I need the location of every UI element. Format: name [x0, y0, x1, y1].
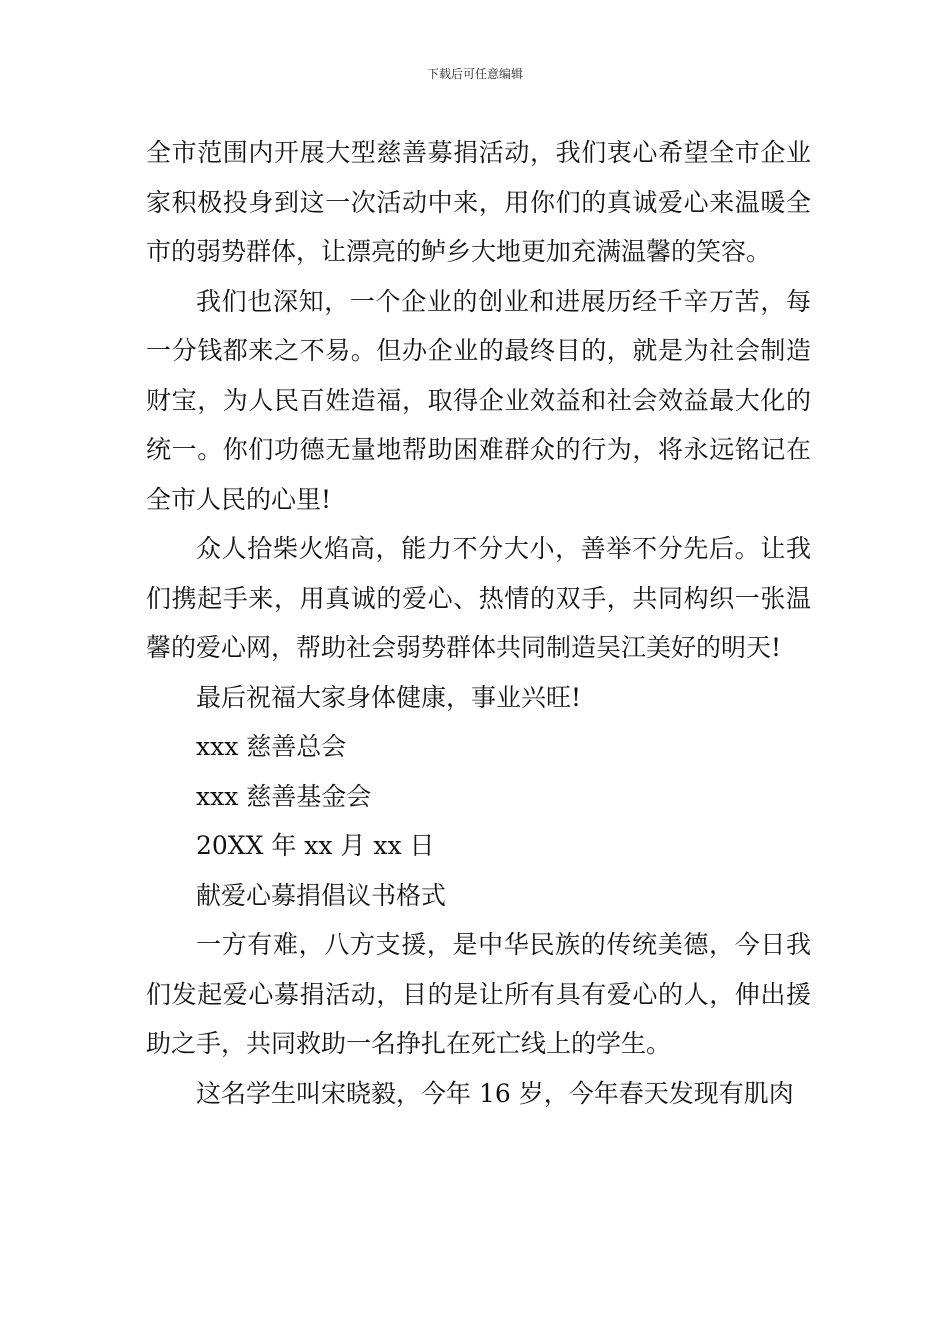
paragraph-continuation: 全市范围内开展大型慈善募捐活动，我们衷心希望全市企业家积极投身到这一次活动中来，用你们的真诚爱心来温暖全市的弱势群体，让漂亮的鲈乡大地更加充满温馨的笑容。: [146, 138, 811, 266]
section-title: 献爱心募捐倡议书格式: [196, 880, 447, 910]
paragraph: 一方有难，八方支援，是中华民族的传统美德，今日我们发起爱心募捐活动，目的是让所有具有爱心的人，伸出援助之手，共同救助一名挣扎在死亡线上的学生。: [146, 930, 811, 1058]
signature-line: xxx 慈善总会: [196, 732, 347, 761]
paragraph: 这名学生叫宋晓毅，今年 16 岁，今年春天发现有肌肉: [196, 1078, 794, 1108]
paragraph: 众人拾柴火焰高，能力不分大小，善举不分先后。让我们携起手来，用真诚的爱心、热情的双手，共同构织一张温馨的爱心网，帮助社会弱势群体共同制造吴江美好的明天!: [146, 534, 811, 662]
signature-date: 20XX 年 xx 月 xx 日: [196, 831, 435, 860]
document-body: [146, 128, 811, 1118]
paragraph: 我们也深知，一个企业的创业和进展历经千辛万苦，每一分钱都来之不易。但办企业的最终目的，就是为社会制造财宝，为人民百姓造福，取得企业效益和社会效益最大化的统一。你们功德无量地帮助困难群众的行为，将永远铭记在全市人民的心里!: [146, 286, 811, 514]
page-header-note: 下载后可任意编辑: [426, 67, 523, 81]
signature-line: xxx 慈善基金会: [196, 781, 372, 811]
closing-wish: 最后祝福大家身体健康，事业兴旺!: [196, 682, 582, 712]
